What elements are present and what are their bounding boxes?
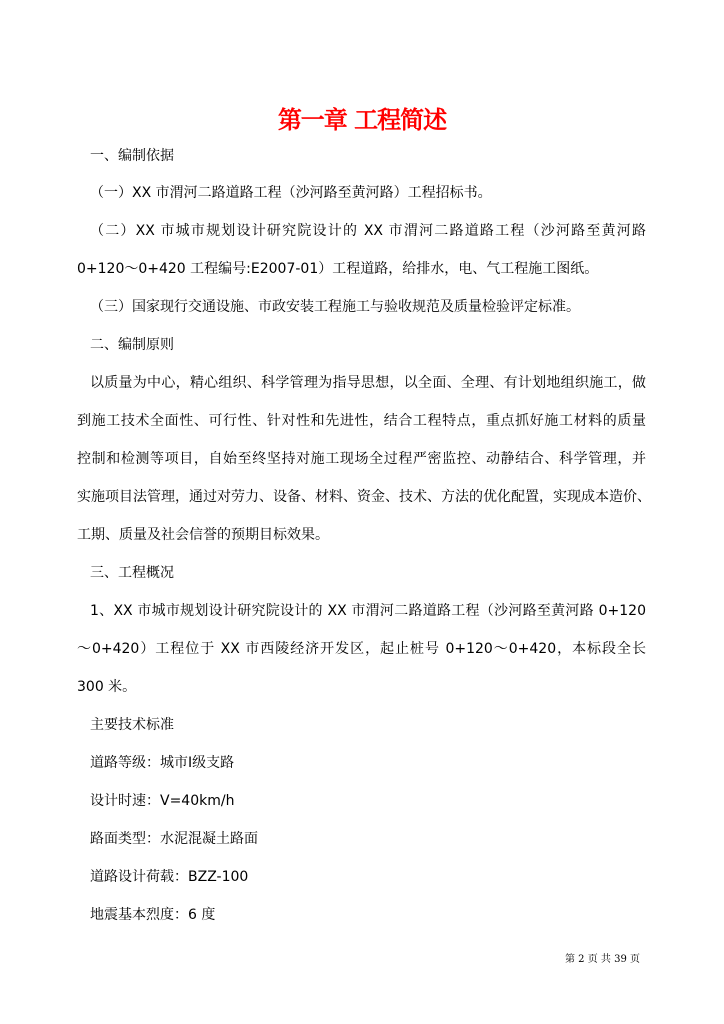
basis-item-1: （一）XX 市渭河二路道路工程（沙河路至黄河路）工程招标书。 bbox=[90, 185, 492, 201]
pavement-type: 路面类型：水泥混凝土路面 bbox=[90, 831, 258, 847]
overview-line-3: 300 米。 bbox=[77, 679, 137, 695]
seismic-intensity: 地震基本烈度：6 度 bbox=[90, 907, 216, 923]
chapter-title: 第一章 工程简述 bbox=[277, 106, 447, 134]
principles-line-1: 以质量为中心，精心组织、科学管理为指导思想，以全面、全理、有计划地组织施工，做 bbox=[90, 375, 646, 391]
road-grade: 道路等级：城市Ⅰ级支路 bbox=[90, 755, 235, 771]
basis-item-2-line-2: 0+120～0+420 工程编号:E2007-01）工程道路，给排水，电、气工程施工图纸。 bbox=[77, 261, 599, 277]
principles-line-4: 实施项目法管理，通过对劳力、设备、材料、资金、技术、方法的优化配置，实现成本造价、 bbox=[77, 489, 651, 505]
section-heading-principles: 二、编制原则 bbox=[90, 337, 174, 353]
page-number: 第 2 页 共 39 页 bbox=[565, 954, 640, 965]
principles-line-3: 控制和检测等项目，自始至终坚持对施工现场全过程严密监控、动静结合、科学管理，并 bbox=[77, 451, 646, 467]
tech-standards-heading: 主要技术标准 bbox=[90, 717, 174, 733]
overview-line-1: 1、XX 市城市规划设计研究院设计的 XX 市渭河二路道路工程（沙河路至黄河路 0+120 bbox=[90, 603, 646, 619]
design-speed: 设计时速：V=40km/h bbox=[90, 793, 235, 809]
basis-item-2-line-1: （二）XX 市城市规划设计研究院设计的 XX 市渭河二路道路工程（沙河路至黄河路 bbox=[90, 223, 646, 239]
section-heading-basis: 一、编制依据 bbox=[90, 148, 174, 164]
basis-item-3: （三）国家现行交通设施、市政安装工程施工与验收规范及质量检验评定标准。 bbox=[90, 299, 580, 315]
principles-line-2: 到施工技术全面性、可行性、针对性和先进性，结合工程特点，重点抓好施工材料的质量 bbox=[77, 413, 646, 429]
overview-line-2: ～0+420）工程位于 XX 市西陵经济开发区，起止桩号 0+120～0+420，本标段全长 bbox=[77, 641, 646, 657]
section-heading-overview: 三、工程概况 bbox=[90, 565, 174, 581]
principles-line-5: 工期、质量及社会信誉的预期目标效果。 bbox=[77, 527, 329, 543]
design-load: 道路设计荷载：BZZ-100 bbox=[90, 869, 249, 885]
